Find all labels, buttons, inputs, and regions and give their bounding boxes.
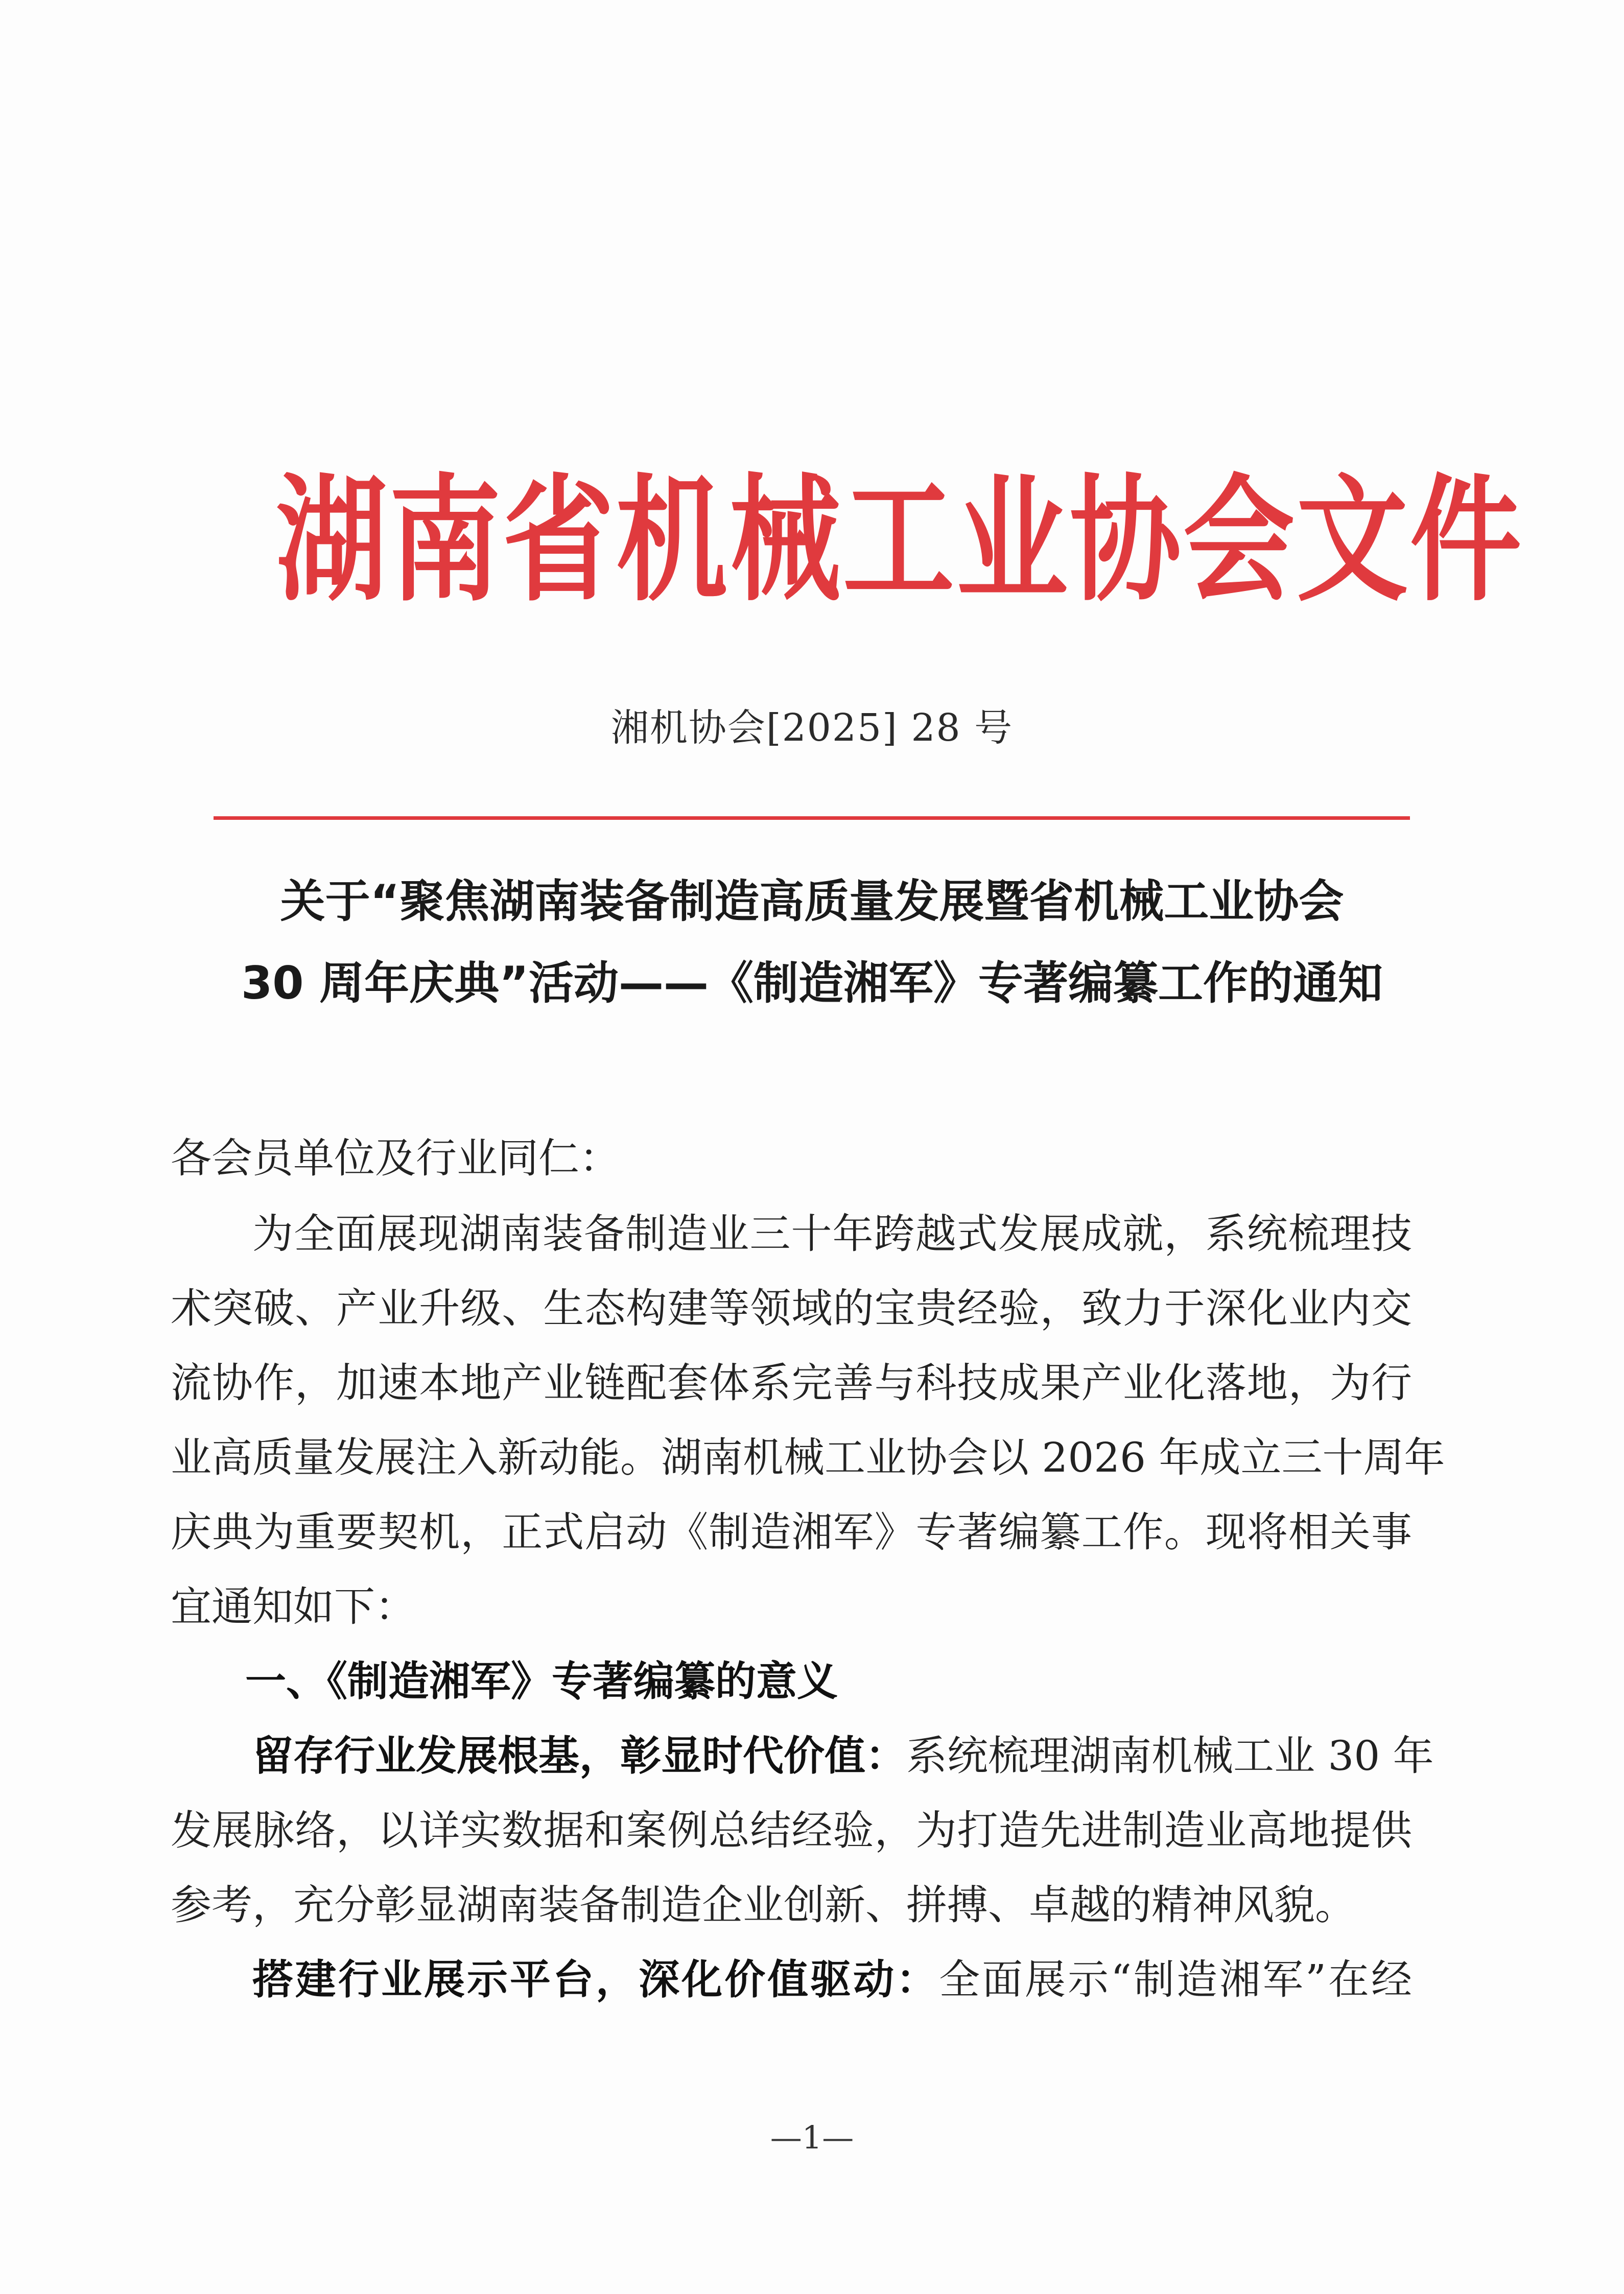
notice-title-line-2: 30 周年庆典”活动——《制造湘军》专著编纂工作的通知 xyxy=(241,957,1383,1009)
notice-title-line-1: 关于“聚焦湖南装备制造高质量发展暨省机械工业协会 xyxy=(280,875,1344,928)
point-1-line-3: 参考，充分彰显湖南装备制造企业创新、拼搏、卓越的精神风貌。 xyxy=(171,1881,1356,1929)
point-1-line-2: 发展脉络，以详实数据和案例总结经验，为打造先进制造业高地提供 xyxy=(171,1807,1412,1854)
salutation: 各会员单位及行业同仁： xyxy=(171,1134,620,1182)
point-1-lead: 留存行业发展根基，彰显时代价值： xyxy=(252,1732,906,1780)
section-1-heading: 一、《制造湘军》专著编纂的意义 xyxy=(245,1658,838,1705)
intro-line-4: 业高质量发展注入新动能。湖南机械工业协会以 2026 年成立三十周年 xyxy=(171,1434,1445,1481)
document-number: 湘机协会[2025] 28 号 xyxy=(610,706,1014,750)
point-1-line-1-text: 系统梳理湖南机械工业 30 年 xyxy=(906,1732,1434,1780)
intro-line-3: 流协作，加速本地产业链配套体系完善与科技成果产业化落地，为行 xyxy=(171,1359,1412,1407)
intro-line-5: 庆典为重要契机，正式启动《制造湘军》专著编纂工作。现将相关事 xyxy=(171,1508,1412,1556)
page-number: —1— xyxy=(770,2119,854,2156)
intro-line-6: 宜通知如下： xyxy=(171,1583,416,1630)
point-2-line-1 xyxy=(252,1949,1412,2011)
intro-line-2: 术突破、产业升级、生态构建等领域的宝贵经验，致力于深化业内交 xyxy=(171,1285,1412,1332)
masthead-title: 湖南省机械工业协会文件 xyxy=(276,462,1523,620)
point-2-lead: 搭建行业展示平台，深化价值驱动： xyxy=(252,1956,939,2003)
point-1-line-1 xyxy=(252,1725,1434,1787)
point-2-line-1-text: 全面展示“制造湘军”在经 xyxy=(939,1956,1413,2003)
intro-line-1: 为全面展现湖南装备制造业三十年跨越式发展成就，系统梳理技 xyxy=(252,1210,1412,1258)
red-divider-line xyxy=(214,816,1410,820)
